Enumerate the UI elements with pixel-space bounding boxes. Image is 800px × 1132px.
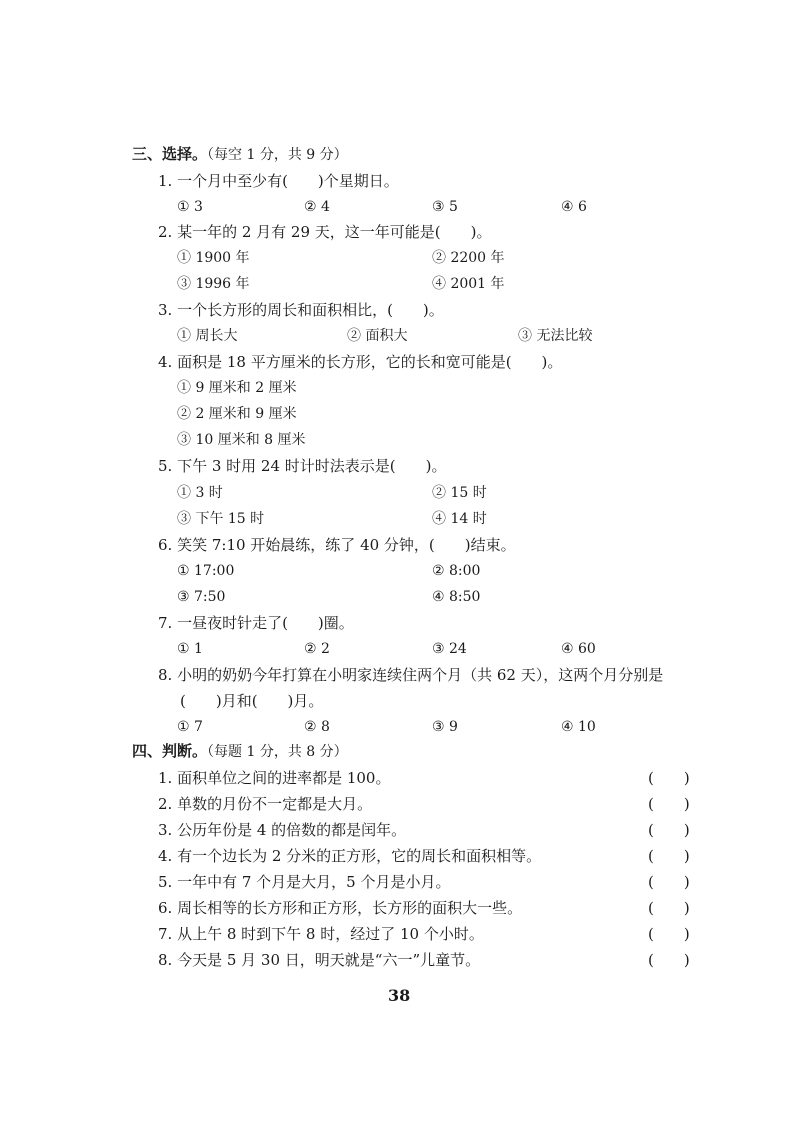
q5-option-2: ② 15 时	[432, 485, 487, 501]
q3-option-1: ① 周长大	[177, 328, 238, 344]
q8-option-3: ③ 9	[432, 719, 458, 735]
question-3: 3. 一个长方形的周长和面积相比，( )。	[158, 301, 444, 319]
judgment-item-6: 6. 周长相等的长方形和正方形，长方形的面积大一些。	[158, 899, 523, 917]
judgment-item-7: 7. 从上午 8 时到下午 8 时，经过了 10 个小时。	[158, 925, 484, 943]
question-7: 7. 一昼夜时针走了( )圈。	[158, 614, 354, 632]
judgment-answer-6[interactable]: ( )	[648, 899, 690, 917]
judgment-answer-4[interactable]: ( )	[648, 847, 690, 865]
q1-option-2: ② 4	[304, 199, 330, 215]
judgment-item-8: 8. 今天是 5 月 30 日，明天就是“六一”儿童节。	[158, 951, 481, 969]
q5-option-4: ④ 14 时	[432, 511, 487, 527]
q3-option-3: ③ 无法比较	[518, 328, 593, 344]
q1-option-1: ① 3	[177, 199, 203, 215]
section-3-note: （每空 1 分，共 9 分）	[207, 147, 348, 163]
question-2: 2. 某一年的 2 月有 29 天，这一年可能是( )。	[158, 223, 492, 241]
q8-option-4: ④ 10	[561, 719, 596, 735]
section-4-title: 四、判断。	[132, 742, 208, 760]
judgment-item-1: 1. 面积单位之间的进率都是 100。	[158, 769, 391, 787]
judgment-answer-5[interactable]: ( )	[648, 873, 690, 891]
q8-option-2: ② 8	[304, 719, 330, 735]
q4-option-1: ① 9 厘米和 2 厘米	[177, 380, 297, 396]
question-4: 4. 面积是 18 平方厘米的长方形，它的长和宽可能是( )。	[158, 353, 563, 371]
q6-option-3: ③ 7:50	[177, 589, 226, 605]
q2-option-3: ③ 1996 年	[177, 276, 250, 292]
q3-option-2: ② 面积大	[347, 328, 408, 344]
q1-option-4: ④ 6	[561, 199, 587, 215]
q2-option-2: ② 2200 年	[432, 250, 505, 266]
judgment-item-3: 3. 公历年份是 4 的倍数的都是闰年。	[158, 821, 407, 839]
judgment-answer-8[interactable]: ( )	[648, 951, 690, 969]
q4-option-2: ② 2 厘米和 9 厘米	[177, 406, 297, 422]
question-6: 6. 笑笑 7:10 开始晨练，练了 40 分钟，( )结束。	[158, 536, 516, 554]
question-1: 1. 一个月中至少有( )个星期日。	[158, 172, 399, 190]
q6-option-4: ④ 8:50	[432, 589, 481, 605]
q2-option-1: ① 1900 年	[177, 250, 250, 266]
section-3-heading	[132, 145, 348, 164]
section-4-heading	[132, 742, 348, 761]
question-5: 5. 下午 3 时用 24 时计时法表示是( )。	[158, 457, 447, 475]
judgment-item-4: 4. 有一个边长为 2 分米的正方形，它的周长和面积相等。	[158, 847, 542, 865]
q7-option-4: ④ 60	[561, 641, 596, 657]
q2-option-4: ④ 2001 年	[432, 276, 505, 292]
judgment-item-2: 2. 单数的月份不一定都是大月。	[158, 795, 373, 813]
q6-option-2: ② 8:00	[432, 563, 481, 579]
section-3-title: 三、选择。	[132, 145, 208, 163]
judgment-answer-7[interactable]: ( )	[648, 925, 690, 943]
q6-option-1: ① 17:00	[177, 563, 235, 579]
q4-option-3: ③ 10 厘米和 8 厘米	[177, 432, 306, 448]
q1-option-3: ③ 5	[432, 199, 458, 215]
q7-option-3: ③ 24	[432, 641, 467, 657]
question-8-line-2: ( )月和( )月。	[180, 692, 324, 710]
section-4-note: （每题 1 分，共 8 分）	[207, 744, 348, 760]
question-8: 8. 小明的奶奶今年打算在小明家连续住两个月（共 62 天），这两个月分别是	[158, 666, 664, 684]
judgment-answer-2[interactable]: ( )	[648, 795, 690, 813]
q5-option-1: ① 3 时	[177, 485, 223, 501]
judgment-answer-1[interactable]: ( )	[648, 769, 690, 787]
q7-option-1: ① 1	[177, 641, 203, 657]
q5-option-3: ③ 下午 15 时	[177, 511, 265, 527]
judgment-item-5: 5. 一年中有 7 个月是大月，5 个月是小月。	[158, 873, 451, 891]
page-number: 38	[388, 986, 411, 1005]
q7-option-2: ② 2	[304, 641, 330, 657]
q8-option-1: ① 7	[177, 719, 203, 735]
judgment-answer-3[interactable]: ( )	[648, 821, 690, 839]
